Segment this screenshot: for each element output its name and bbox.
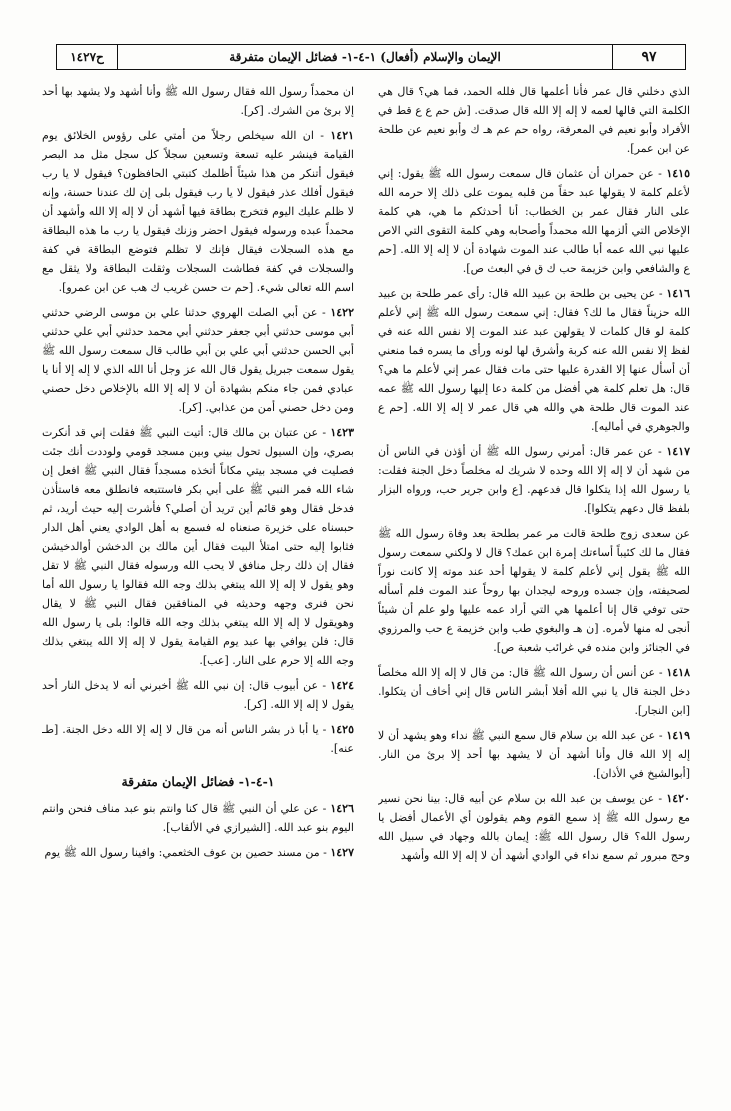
hadith-number: ١٤٢٣: [330, 426, 354, 439]
hadith-text: الذي دخلني قال عمر فأنا أعلمها قال فلله الحمد، فما هي؟ قال هي الكلمة التي قالها لعمه لا إله إلا الله قال صدقت. [ش حم ع ع قط في الأفراد وأبو نعيم في المعرفة، رواه حم عم هـ ك وأبو نعيم عن طلحة عن ابن عمر].: [378, 85, 690, 155]
hadith-paragraph: ١٤٢٣ - عن عتبان بن مالك قال: أتيت النبي ﷺ فقلت إني قد أنكرت بصري، وإن السيول تحول بيني وبين مسجد قومي ولوددت أنك جئت فصليت في مسجد بيتي مكاناً أتخذه مسجداً فقال النبي ﷺ افعل إن شاء الله فمر النبي ﷺ على أبي بكر فاستتبعه فانطلق معه فاستأذن فدخل فقال وهو قائم أين تريد أن أصلي؟ فأشرت إليه حيث أريد، ثم حبسناه على خزيرة صنعناه له فسمع به أهل الوادي يعني أهل الدار فثابوا إليه حتى امتلأ البيت فقال أين مالك بن الدخشن أوالدخيشن فقال إن ذلك رجل منافق لا يحب الله ورسوله فقال النبي ﷺ لا تقل وهو يقول لا إله إلا الله يبتغي بذلك وجه الله فقالوا يا رسول الله أما نحن فنرى وجهه وحديثه في المنافقين فقال النبي ﷺ لا يقال وهويقول لا إله إلا الله يبتغي بذلك وجه الله قالوا: بلى يا رسول الله قال: فلن يوافي بها عبد يوم القيامة يقول لا إله إلا الله يبتغي بذلك وجه الله إلا حرم على النار. [عب].: [42, 426, 354, 667]
hadith-text: عن يوسف بن عبد الله بن سلام عن أبيه قال: بينا نحن نسير مع رسول الله ﷺ إذ سمع القوم وهم يقولون أي الأعمال أفضل يا رسول الله؟ قال رسول الله ﷺ: إيمان بالله وجهاد في سبيل الله وحج مبرور ثم سمع نداء في الوادي أشهد أن لا إله إلا الله وأشهد: [378, 792, 690, 862]
page-header: [56, 44, 686, 70]
hadith-paragraph: [42, 82, 354, 120]
hadith-paragraph: ١٤١٩ - عن عبد الله بن سلام قال سمع النبي ﷺ نداء وهو يشهد أن لا إله إلا الله قال وأنا أشهد أن لا يشهد بها أحد إلا برئ من النار. [أبوالشيخ في الأذان].: [378, 729, 690, 780]
hadith-paragraph: [378, 82, 690, 158]
hadith-text: من مسند حصين بن عوف الخثعمي: وافينا رسول الله ﷺ يوم: [44, 846, 320, 859]
hadith-number: ١٤٢١: [330, 129, 354, 142]
hadith-text: عن عبد الله بن سلام قال سمع النبي ﷺ نداء وهو يشهد أن لا إله إلا الله قال وأنا أشهد أن لا يشهد بها أحد إلا برئ من النار. [أبوالشيخ في الأذان].: [378, 729, 690, 780]
left-column: [42, 82, 354, 1102]
hadith-number: ١٤١٨: [666, 666, 690, 679]
hadith-number: ١٤١٩: [666, 729, 690, 742]
hadith-text: ان محمداً رسول الله فقال رسول الله ﷺ وأنا أشهد ولا يشهد بها أحد إلا برئ من الشرك. [كر].: [42, 85, 354, 117]
hadith-text: ان الله سيخلص رجلاً من أمتي على رؤوس الخلائق يوم القيامة فينشر عليه تسعة وتسعين سجلاً كل سجل مثل مد البصر فيقول أتنكر من هذا شيئاً أظلمك كتبتي الحافظون؟ فيقول لا يا رب فيقول أفلك عذر فيقول لا يا رب فيقول بلى إن لك عندنا حسنة، وإنه لا ظلم عليك اليوم فتخرج بطاقة فيها أشهد أن لا إله إلا الله وأشهد أن محمداً عبده ورسوله فيقول احضر وزنك فيقول يا رب ما هذه البطاقة مع هذه السجلات فيقال فإنك لا تظلم فتوضع البطاقة في كفة والسجلات في كفة فطاشت السجلات وثقلت البطاقة ولا يثقل مع اسم الله تعالى شيء. [حم ت حسن غريب ك هب عن ابن عمرو].: [42, 129, 354, 294]
hadith-text: عن يحيى بن طلحة بن عبيد الله قال: رأى عمر طلحة بن عبيد الله حزيناً فقال ما لك؟ فقال: إني سمعت رسول الله ﷺ إني لأعلم كلمة لو قال كلمات لا يقولهن عبد عند الموت إلا نفس الله عنه في لفظ إلا نفس الله عنه كربة وأشرق لها لونه ورأى ما يسره فما منعني أن أسأل عنها إلا القدرة عليها حتى مات فقال عمر إني لأعلم ما هي؟ قال: هل تعلم كلمة هي أفضل من كلمة دعا إليها رسول الله ﷺ عمه عند الموت قال طلحة هي والله هي قال عمر لا إله إلا الله. [حم ع والجوهري في أماليه].: [378, 287, 690, 433]
hadith-text: عن سعدى زوج طلحة قالت مر عمر بطلحة بعد وفاة رسول الله ﷺ فقال ما لك كئيباً أساءتك إمرة ابن عمك؟ قال لا ولكني سمعت رسول الله ﷺ يقول إني لأعلم كلمة لا يقولها أحد عند موته إلا كانت نوراً لصحيفته، وإن جسده وروحه ليجدان بها روحاً عند الموت فلم أسأله حتى توفي قال إنا أعلمها هي التي أراد عمه عليها ولو علم أن شيئاً أنجى له منها لأمره. [ن هـ والبغوي طب وابن خزيمة ع حب والمرزوي في الجنائز وابن منده في غرائب شعبة ص].: [378, 527, 690, 654]
hadith-number: ١٤٢٠: [666, 792, 690, 805]
page-number: ٩٧: [612, 45, 685, 69]
hadith-text: عن أبي الصلت الهروي حدثنا علي بن موسى الرضي حدثني أبي موسى حدثني أبي جعفر حدثني أبي محمد حدثني أبي علي حدثني أبي الحسن حدثني أبي علي بن أبي طالب قال سمعت رسول الله ﷺ يقول سمعت جبريل يقول قال الله عز وجل أنا الله الذي لا إله إلا أنا يا عبادي فمن جاء منكم بشهادة أن لا إله إلا الله بالإخلاص دخل حصني ومن دخل حصني أمن من عذابي. [كر].: [42, 306, 354, 414]
hadith-number: ١٤٢٦: [330, 802, 354, 815]
hadith-paragraph: ١٤١٥ - عن حمران أن عثمان قال سمعت رسول الله ﷺ يقول: إني لأعلم كلمة لا يقولها عبد حقاً من قلبه يموت على ذلك إلا حرمه الله على النار فقال عمر بن الخطاب: أنا أحدثكم ما هي، هي كلمة الإخلاص التي ألزمها الله محمداً وأصحابه وهي كلمة التقوى التي الاص عليها نبي الله عمه أبا طالب عند الموت شهادة أن لا إله إلا الله. [حم ع والشافعي وابن خزيمة حب ك ق في البعث ص].: [378, 167, 690, 275]
hadith-number: ١٤١٥: [666, 167, 690, 180]
text-columns: [42, 82, 690, 1102]
hadith-text: عن أبيوب قال: إن نبي الله ﷺ أخبرني أنه لا يدخل النار أحد يقول لا إله إلا الله. [كر].: [42, 679, 354, 711]
hadith-text: عن عتبان بن مالك قال: أتيت النبي ﷺ فقلت إني قد أنكرت بصري، وإن السيول تحول بيني وبين مسجد قومي ولوددت أنك جئت فصليت في مسجد بيتي مكاناً أتخذه مسجداً فقال النبي ﷺ افعل إن شاء الله فمر النبي ﷺ على أبي بكر فاستتبعه فانطلق معه فاستأذن فدخل فقال وهو قائم أين تريد أن أصلي؟ فأشرت إليه حيث أريد، ثم حبسناه على خزيرة صنعناه له فسمع به أهل الوادي يعني أهل الدار فثابوا إليه حتى امتلأ البيت فقال أين مالك بن الدخشن أوالدخيشن فقال إن ذلك رجل منافق لا يحب الله ورسوله فقال النبي ﷺ لا تقل وهو يقول لا إله إلا الله يبتغي بذلك وجه الله فقالوا يا رسول الله أما نحن فنرى وجهه وحديثه في المنافقين فقال النبي ﷺ لا يقال وهويقول لا إله إلا الله يبتغي بذلك وجه الله قالوا: بلى يا رسول الله قال: فلن يوافي بها عبد يوم القيامة يقول لا إله إلا الله يبتغي بذلك وجه الله إلا حرم على النار. [عب].: [42, 426, 354, 667]
hadith-paragraph: ١٤٢١ - ان الله سيخلص رجلاً من أمتي على رؤوس الخلائق يوم القيامة فينشر عليه تسعة وتسعين سجلاً كل سجل مثل مد البصر فيقول أتنكر من هذا شيئاً أظلمك كتبتي الحافظون؟ فيقول لا يا رب فيقول أفلك عذر فيقول لا يا رب فيقول بلى إن لك عندنا حسنة، وإنه لا ظلم عليك اليوم فتخرج بطاقة فيها أشهد أن لا إله إلا الله وأشهد أن محمداً عبده ورسوله فيقول احضر وزنك فيقول يا رب ما هذه البطاقة مع هذه السجلات فيقال فإنك لا تظلم فتوضع البطاقة في كفة والسجلات في كفة فطاشت السجلات وثقلت البطاقة ولا يثقل مع اسم الله تعالى شيء. [حم ت حسن غريب ك هب عن ابن عمرو].: [42, 129, 354, 294]
hadith-text: عن حمران أن عثمان قال سمعت رسول الله ﷺ يقول: إني لأعلم كلمة لا يقولها عبد حقاً من قلبه يموت على ذلك إلا حرمه الله على النار فقال عمر بن الخطاب: أنا أحدثكم ما هي، هي كلمة الإخلاص التي ألزمها الله محمداً وأصحابه وهي كلمة التقوى التي الاص عليها نبي الله عمه أبا طالب عند الموت شهادة أن لا إله إلا الله. [حم ع والشافعي وابن خزيمة حب ك ق في البعث ص].: [378, 167, 690, 275]
hadith-number: ١٤٢٤: [330, 679, 354, 692]
hadith-number: ١٤١٧: [666, 445, 690, 458]
section-heading: ١-٤-١- فضائل الإيمان متفرقة: [121, 774, 275, 789]
hadith-number: ١٤١٦: [666, 287, 690, 300]
hadith-paragraph: ١٤٢٥ - يا أبا ذر بشر الناس أنه من قال لا إله إلا الله دخل الجنة. [طـ عنه].: [42, 723, 354, 755]
right-column: [378, 82, 690, 1102]
hadith-paragraph: ١٤٢٠ - عن يوسف بن عبد الله بن سلام عن أبيه قال: بينا نحن نسير مع رسول الله ﷺ إذ سمع القوم وهم يقولون أي الأعمال أفضل يا رسول الله؟ قال رسول الله ﷺ: إيمان بالله وجهاد في سبيل الله وحج مبرور ثم سمع نداء في الوادي أشهد أن لا إله إلا الله وأشهد: [378, 792, 690, 862]
hadith-text: عن علي أن النبي ﷺ قال كنا وانتم بنو عبد مناف فنحن وانتم اليوم بنو عبد الله. [الشيرازي في الألقاب].: [42, 802, 354, 834]
running-title: الإيمان والإسلام (أفعال) ١-٤-١- فضائل الإيمان متفرقة: [229, 50, 501, 64]
hadith-number: ١٤٢٥: [330, 723, 354, 736]
hadith-text: عن عمر قال: أمرني رسول الله ﷺ أن أؤذن في الناس أن من شهد أن لا إله إلا الله وحده لا شريك له مخلصاً دخل الجنة فقلت: يا رسول الله إذا يتكلوا قال فدعهم. [ع وابن جرير حب، ورواه البزار بلفظ قال دعهم يتكلوا].: [378, 445, 690, 515]
hadith-paragraph: ١٤٢٧ - من مسند حصين بن عوف الخثعمي: وافينا رسول الله ﷺ يوم: [44, 846, 354, 859]
hadith-paragraph: ١٤١٧ - عن عمر قال: أمرني رسول الله ﷺ أن أؤذن في الناس أن من شهد أن لا إله إلا الله وحده لا شريك له مخلصاً دخل الجنة فقلت: يا رسول الله إذا يتكلوا قال فدعهم. [ع وابن جرير حب، ورواه البزار بلفظ قال دعهم يتكلوا].: [378, 445, 690, 515]
hadith-paragraph: ١٤١٨ - عن أنس أن رسول الله ﷺ قال: من قال لا إله إلا الله مخلصاً دخل الجنة قال يا نبي الله أفلا أبشر الناس قال إني أخاف أن يتكلوا. [ابن النجار].: [378, 666, 690, 717]
hadith-text: يا أبا ذر بشر الناس أنه من قال لا إله إلا الله دخل الجنة. [طـ عنه].: [42, 723, 354, 755]
hadith-paragraph: ١٤٢٢ - عن أبي الصلت الهروي حدثنا علي بن موسى الرضي حدثني أبي موسى حدثني أبي جعفر حدثني أبي محمد حدثني أبي علي حدثني أبي الحسن حدثني أبي علي بن أبي طالب قال سمعت رسول الله ﷺ يقول سمعت جبريل يقول قال الله عز وجل أنا الله الذي لا إله إلا أنا يا عبادي فمن جاء منكم بشهادة أن لا إله إلا الله بالإخلاص دخل حصني ومن دخل حصني أمن من عذابي. [كر].: [42, 306, 354, 414]
hadith-text: عن أنس أن رسول الله ﷺ قال: من قال لا إله إلا الله مخلصاً دخل الجنة قال يا نبي الله أفلا أبشر الناس قال إني أخاف أن يتكلوا. [ابن النجار].: [378, 666, 690, 717]
hadith-paragraph: ١٤٢٦ - عن علي أن النبي ﷺ قال كنا وانتم بنو عبد مناف فنحن وانتم اليوم بنو عبد الله. [الشيرازي في الألقاب].: [42, 802, 354, 834]
hadith-paragraph: [378, 524, 690, 657]
hadith-paragraph: ١٤٢٤ - عن أبيوب قال: إن نبي الله ﷺ أخبرني أنه لا يدخل النار أحد يقول لا إله إلا الله. [كر].: [42, 679, 354, 711]
hadith-paragraph: ١٤١٦ - عن يحيى بن طلحة بن عبيد الله قال: رأى عمر طلحة بن عبيد الله حزيناً فقال ما لك؟ فقال: إني سمعت رسول الله ﷺ إني لأعلم كلمة لو قال كلمات لا يقولهن عبد عند الموت إلا نفس الله عنه في لفظ إلا نفس الله عنه كربة وأشرق لها لونه ورأى ما يسره فما منعني أن أسأل عنها إلا القدرة عليها حتى مات فقال عمر إني لأعلم ما هي؟ قال: هل تعلم كلمة هي أفضل من كلمة دعا إليها رسول الله ﷺ عمه عند الموت قال طلحة هي والله هي قال عمر لا إله إلا الله. [حم ع والجوهري في أماليه].: [378, 287, 690, 433]
hadith-number: ١٤٢٧: [330, 846, 354, 859]
hadith-range: ح١٤٢٧: [57, 45, 118, 69]
hadith-number: ١٤٢٢: [330, 306, 354, 319]
